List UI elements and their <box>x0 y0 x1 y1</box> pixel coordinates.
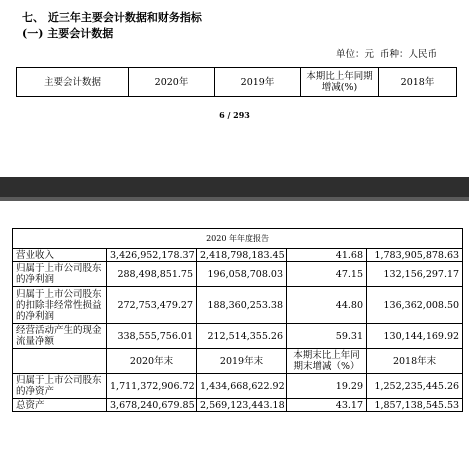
value-change: 44.80 <box>287 287 367 324</box>
subheader-cell: 2019年末 <box>197 349 287 374</box>
table-caption: 2020 年年度报告 <box>13 229 463 249</box>
table-row <box>13 262 463 287</box>
value-2020: 3,426,952,178.37 <box>107 249 197 262</box>
header-cell: 2018年 <box>379 68 457 97</box>
table-row <box>13 324 463 349</box>
value-2020: 1,711,372,906.72 <box>107 374 197 399</box>
page-separator-shadow <box>0 197 469 201</box>
value-2019: 196,058,708.03 <box>197 262 287 287</box>
value-2020: 3,678,240,679.85 <box>107 399 197 412</box>
value-2018: 132,156,297.17 <box>367 262 463 287</box>
page-number: 6 / 293 <box>219 110 250 120</box>
table-subheader-row <box>13 349 463 374</box>
value-2018: 130,144,169.92 <box>367 324 463 349</box>
value-2020: 272,753,479.27 <box>107 287 197 324</box>
value-change: 41.68 <box>287 249 367 262</box>
table-row <box>13 374 463 399</box>
value-2020: 338,555,756.01 <box>107 324 197 349</box>
unit-line <box>330 46 437 60</box>
row-label: 归属于上市公司股东的净利润 <box>13 262 107 287</box>
row-label: 归属于上市公司股东的扣除非经常性损益的净利润 <box>13 287 107 324</box>
value-2018: 136,362,008.50 <box>367 287 463 324</box>
table-caption-row <box>13 229 463 249</box>
header-cell: 本期比上年同期增减(%) <box>301 68 379 97</box>
header-cell: 2020年 <box>129 68 215 97</box>
value-change: 59.31 <box>287 324 367 349</box>
value-change: 47.15 <box>287 262 367 287</box>
value-change: 43.17 <box>287 399 367 412</box>
row-label: 经营活动产生的现金流量净额 <box>13 324 107 349</box>
subheader-cell <box>13 349 107 374</box>
value-2018: 1,252,235,445.26 <box>367 374 463 399</box>
row-label: 归属于上市公司股东的净资产 <box>13 374 107 399</box>
subheader-cell: 2020年末 <box>107 349 197 374</box>
value-2019: 2,569,123,443.18 <box>197 399 287 412</box>
value-2018: 1,857,138,545.53 <box>367 399 463 412</box>
unit-label: 单位：元 <box>336 49 375 60</box>
row-label: 总资产 <box>13 399 107 412</box>
row-label: 营业收入 <box>13 249 107 262</box>
financial-data-table <box>12 228 463 412</box>
currency-label: 币种：人民币 <box>380 49 438 60</box>
subsection-title: (一) 主要会计数据 <box>22 27 114 40</box>
header-cell: 主要会计数据 <box>17 68 129 97</box>
value-2019: 212,514,355.26 <box>197 324 287 349</box>
table-row <box>13 399 463 412</box>
table-row <box>13 287 463 324</box>
header-cell: 2019年 <box>215 68 301 97</box>
table-row <box>17 68 457 97</box>
subheader-cell: 2018年末 <box>367 349 463 374</box>
section-title: 七、 近三年主要会计数据和财务指标 <box>22 11 202 24</box>
subheader-cell: 本期末比上年同期末增减（%） <box>287 349 367 374</box>
value-2019: 1,434,668,622.92 <box>197 374 287 399</box>
value-change: 19.29 <box>287 374 367 399</box>
table-row <box>13 249 463 262</box>
value-2019: 188,360,253.38 <box>197 287 287 324</box>
top-header-table <box>16 67 457 97</box>
value-2020: 288,498,851.75 <box>107 262 197 287</box>
value-2019: 2,418,798,183.45 <box>197 249 287 262</box>
page-separator <box>0 177 469 197</box>
value-2018: 1,783,905,878.63 <box>367 249 463 262</box>
